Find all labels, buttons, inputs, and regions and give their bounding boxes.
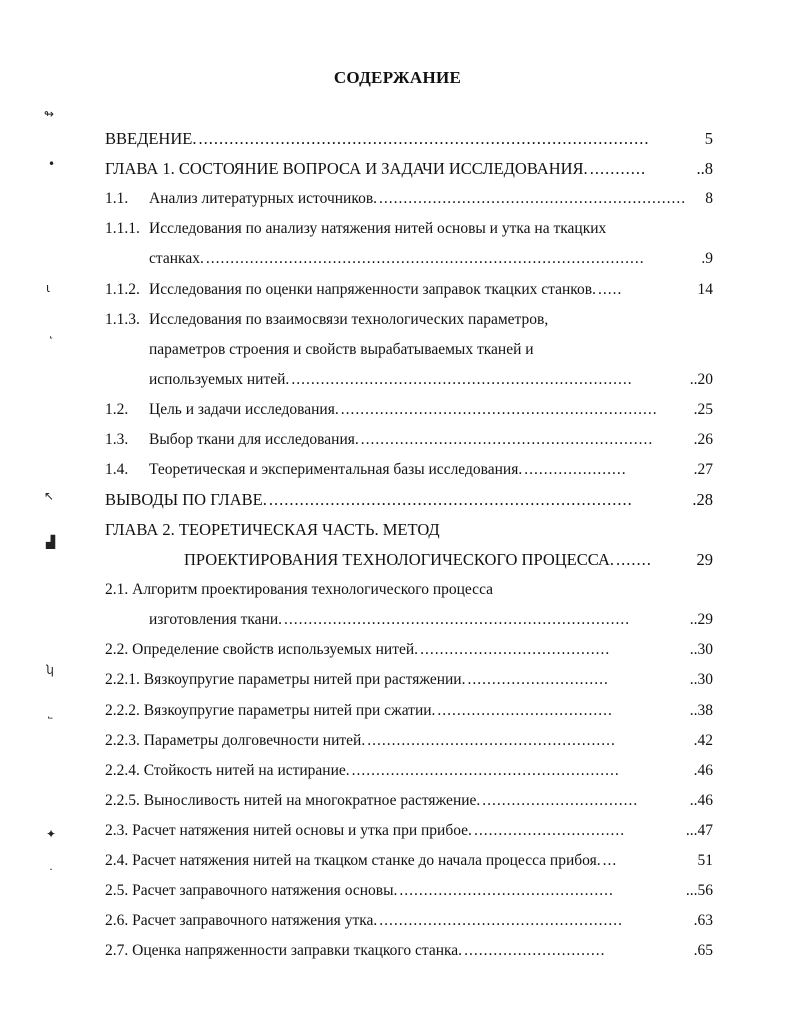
toc-entry — [105, 669, 713, 691]
toc-entry-text: ВВЕДЕНИЕ. — [105, 129, 197, 148]
toc-leader-dots: ... — [602, 852, 618, 869]
toc-entry-text: Исследования по оценки напряженности заправок ткацких станков. — [149, 281, 596, 298]
toc-entry — [105, 820, 713, 842]
toc-page-number: ..20 — [689, 371, 713, 388]
toc-leader-dots: ...................................................................... — [291, 371, 633, 388]
toc-entry — [105, 639, 713, 661]
toc-entry — [105, 910, 713, 932]
toc-leader-dots: ................................................................. — [340, 401, 658, 418]
toc-page-number: .42 — [693, 732, 713, 749]
toc-page-number: 51 — [697, 852, 713, 869]
toc-entry-text: Выбор ткани для исследования. — [149, 431, 359, 448]
toc-entry-text: изготовления ткани. — [149, 611, 282, 628]
toc-leader-dots: ....................................................................... — [284, 611, 631, 628]
toc-page-number: ..8 — [696, 159, 713, 178]
toc-page-number: .63 — [693, 912, 713, 929]
toc-leader-dots: ............................... — [473, 822, 626, 839]
toc-page-number: ..46 — [689, 792, 713, 809]
toc-entry-text: 2.7. Оценка напряженности заправки ткацкого станка. — [105, 942, 463, 959]
toc-leader-dots: ....................................................................... — [268, 490, 633, 509]
toc-entry-text: 2.4. Расчет натяжения нитей на ткацком станке до начала процесса прибоя. — [105, 852, 601, 869]
toc-entry-continuation — [149, 339, 713, 361]
toc-entry — [105, 730, 713, 752]
toc-entry-text: 2.6. Расчет заправочного натяжения утка. — [105, 912, 378, 929]
toc-entry-text: используемых нитей. — [149, 371, 290, 388]
toc-entry-text: 2.2.3. Параметры долговечности нитей. — [105, 732, 366, 749]
toc-page-number: ...56 — [685, 882, 713, 899]
toc-page-number: ..29 — [689, 611, 713, 628]
scan-artifact: ▟ — [46, 535, 56, 549]
toc-entry-text: станках. — [149, 250, 204, 267]
toc-entry — [105, 218, 713, 240]
toc-leader-dots: ............................................................... — [379, 190, 687, 207]
toc-entry — [105, 158, 713, 180]
toc-section-number: 1.1.1. — [105, 220, 140, 237]
toc-entry — [105, 399, 713, 421]
toc-section-number: 1.3. — [105, 431, 129, 448]
toc-entry — [105, 188, 713, 210]
toc-entry-text: ВЫВОДЫ ПО ГЛАВЕ. — [105, 490, 267, 509]
toc-page-number: .9 — [701, 250, 713, 267]
toc-leader-dots: ....................................... — [420, 641, 611, 658]
toc-leader-dots: ........................................................................................ — [198, 129, 650, 148]
toc-entry-text: ПРОЕКТИРОВАНИЯ ТЕХНОЛОГИЧЕСКОГО ПРОЦЕССА. — [184, 550, 614, 569]
scan-artifact: ʮ — [46, 663, 54, 677]
toc-leader-dots: ....... — [616, 550, 652, 569]
toc-leader-dots: .................................................. — [379, 912, 624, 929]
toc-entry — [105, 850, 713, 872]
scan-artifact: ✦ — [46, 827, 57, 841]
scan-artifact: ↖ — [44, 489, 55, 503]
toc-leader-dots: .......................................................................................... — [205, 250, 645, 267]
toc-page-number: ...47 — [685, 822, 713, 839]
toc-entry-continuation — [184, 549, 713, 571]
toc-leader-dots: ............................. — [467, 671, 609, 688]
toc-leader-dots: ............................................ — [399, 882, 614, 899]
toc-leader-dots: ............................................................ — [360, 431, 654, 448]
toc-entry — [105, 940, 713, 962]
toc-entry-text: 2.2.4. Стойкость нитей на истирание. — [105, 762, 350, 779]
toc-entry-text: Исследования по взаимосвязи технологических параметров, — [149, 311, 549, 328]
toc-page-number: ..30 — [689, 641, 713, 658]
toc-page-number: .65 — [693, 942, 713, 959]
toc-entry — [105, 519, 713, 541]
toc-entry — [105, 489, 713, 511]
toc-entry-text: 2.2.2. Вязкоупругие параметры нитей при сжатии. — [105, 702, 436, 719]
toc-entry — [105, 459, 713, 481]
toc-section-number: 1.2. — [105, 401, 129, 418]
scan-artifact: ↬ — [44, 107, 55, 121]
toc-entry — [105, 309, 713, 331]
toc-entry — [105, 790, 713, 812]
toc-entry-text: Цель и задачи исследования. — [149, 401, 339, 418]
toc-entry-text: Анализ литературных источников. — [149, 190, 378, 207]
scan-artifact: • — [48, 157, 56, 171]
toc-entry-continuation — [149, 248, 713, 270]
toc-entry-text: 2.5. Расчет заправочного натяжения основы. — [105, 882, 398, 899]
toc-entry-text: ГЛАВА 2. ТЕОРЕТИЧЕСКАЯ ЧАСТЬ. МЕТОД — [105, 520, 440, 539]
toc-entry — [105, 880, 713, 902]
toc-entry-text: параметров строения и свойств вырабатываемых тканей и — [149, 341, 534, 358]
toc-section-number: 1.4. — [105, 461, 129, 478]
toc-page-number: .27 — [693, 461, 713, 478]
toc-leader-dots: ..... — [598, 281, 623, 298]
toc-page-number: 29 — [696, 550, 713, 569]
toc-page-number: .46 — [693, 762, 713, 779]
toc-entry-text: 2.2.5. Выносливость нитей на многократное растяжение. — [105, 792, 481, 809]
toc-entry — [105, 579, 713, 601]
toc-leader-dots: ................................................... — [367, 732, 616, 749]
toc-page-number: 14 — [697, 281, 713, 298]
toc-section-number: 1.1.2. — [105, 281, 140, 298]
toc-entry-text: Теоретическая и экспериментальная базы исследования. — [149, 461, 523, 478]
toc-page-number: ..30 — [689, 671, 713, 688]
toc-leader-dots: ....................................................... — [351, 762, 620, 779]
toc-page-number: .28 — [692, 490, 713, 509]
scan-artifact: ˙ — [48, 867, 54, 881]
toc-page-number: ..38 — [689, 702, 713, 719]
toc-entry-text: 2.2. Определение свойств используемых нитей. — [105, 641, 419, 658]
toc-page-number: .26 — [693, 431, 713, 448]
toc-entry — [105, 128, 713, 150]
toc-entry — [105, 760, 713, 782]
scan-artifact: ɩ — [46, 281, 51, 295]
toc-entry — [105, 429, 713, 451]
toc-leader-dots: ..................... — [524, 461, 627, 478]
toc-leader-dots: ................................ — [482, 792, 639, 809]
toc-entry — [105, 700, 713, 722]
toc-entry-text: 2.3. Расчет натяжения нитей основы и утка при прибое. — [105, 822, 472, 839]
toc-section-number: 1.1. — [105, 190, 129, 207]
toc-section-number: 1.1.3. — [105, 311, 140, 328]
scan-artifact: ˾ — [48, 705, 53, 719]
toc-entry-text: Исследования по анализу натяжения нитей основы и утка на ткацких — [149, 220, 607, 237]
toc-leader-dots: .................................... — [437, 702, 613, 719]
toc-leader-dots: ........... — [589, 159, 647, 178]
toc-entry-continuation — [149, 369, 713, 391]
scan-artifact: ˛ — [48, 325, 54, 339]
toc-entry-text: 2.1. Алгоритм проектирования технологического процесса — [105, 581, 494, 598]
toc-entry-text: ГЛАВА 1. СОСТОЯНИЕ ВОПРОСА И ЗАДАЧИ ИССЛЕДОВАНИЯ. — [105, 159, 588, 178]
page-title: СОДЕРЖАНИЕ — [333, 68, 462, 87]
toc-page-number: .25 — [693, 401, 713, 418]
toc-page-number: 8 — [705, 190, 713, 207]
toc-entry-continuation — [149, 609, 713, 631]
toc-leader-dots: ............................. — [464, 942, 606, 959]
toc-entry-text: 2.2.1. Вязкоупругие параметры нитей при растяжении. — [105, 671, 466, 688]
toc-page-number: 5 — [704, 129, 713, 148]
toc-entry — [105, 279, 713, 301]
